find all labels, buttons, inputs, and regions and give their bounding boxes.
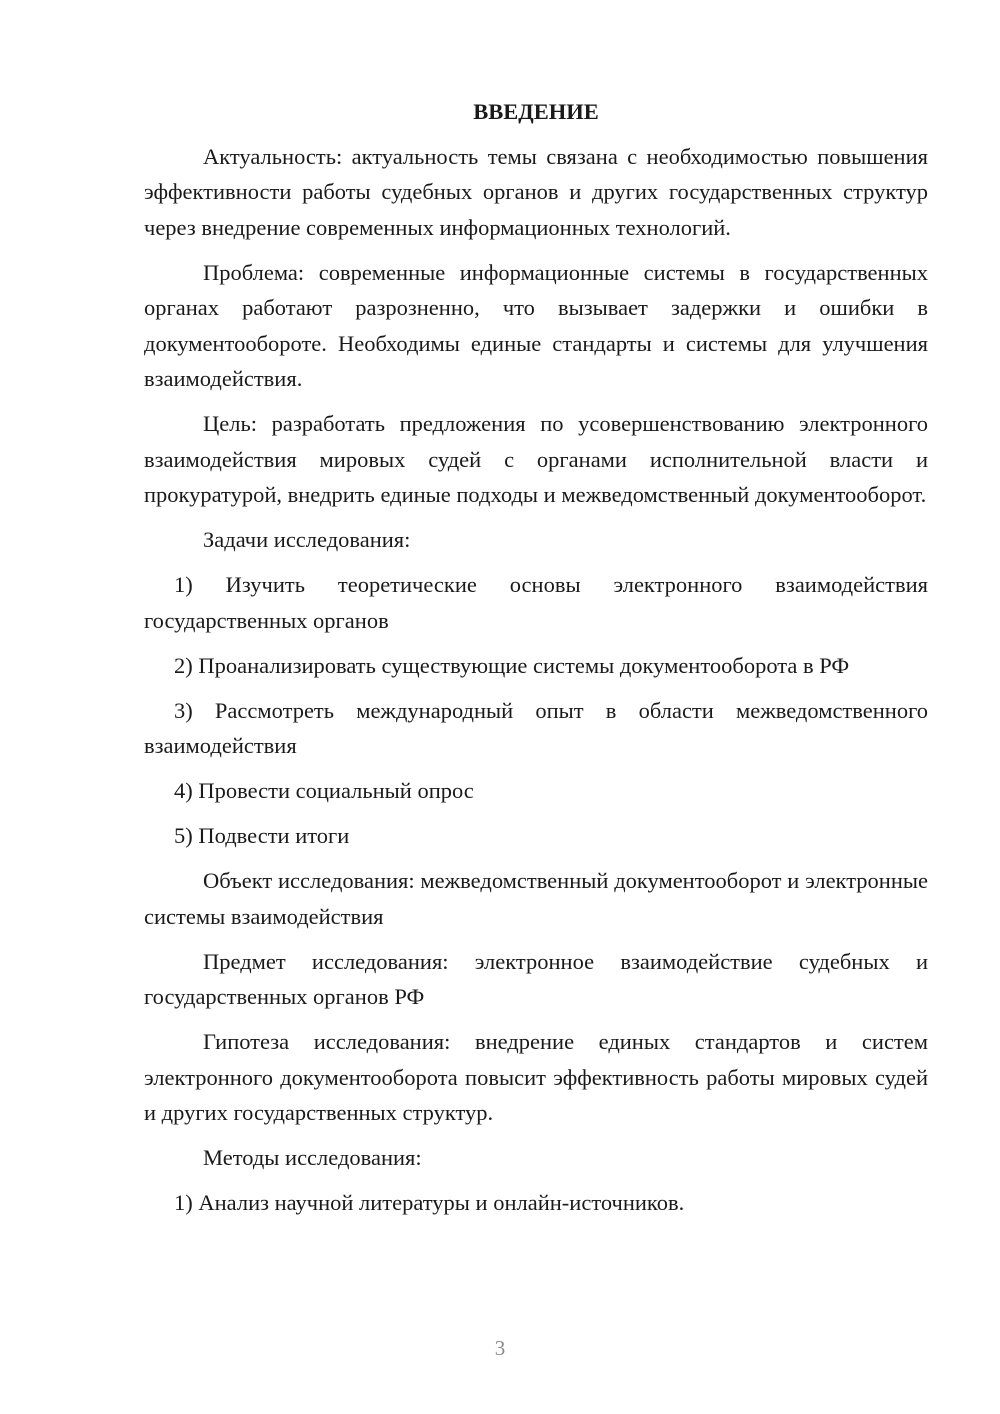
method-item-1: 1) Анализ научной литературы и онлайн-источников. <box>174 1190 685 1215</box>
task-item-5: 5) Подвести итоги <box>174 823 350 848</box>
tasks-title: Задачи исследования: <box>203 527 411 552</box>
page-number: 3 <box>494 1336 506 1360</box>
subject-paragraph: Предмет исследования: электронное взаимодействие судебных и государственных органов РФ <box>144 948 928 1009</box>
problem-paragraph: Проблема: современные информационные системы в государственных органах работают разрозненно, что вызывает задержки и ошибки в документообороте. Необходимы единые стандарты и системы для улучшения взаимодействия. <box>144 259 928 391</box>
task-item-1: 1) Изучить теоретические основы электронного взаимодействия государственных органов <box>144 572 928 633</box>
relevance-paragraph: Актуальность: актуальность темы связана с необходимостью повышения эффективности работы судебных органов и других государственных структур через внедрение современных информационных технологий. <box>144 143 928 240</box>
goal-paragraph: Цель: разработать предложения по усовершенствованию электронного взаимодействия мировых судей с органами исполнительной власти и прокуратурой, внедрить единые подходы и межведомственный документооборот. <box>144 411 928 507</box>
task-item-4: 4) Провести социальный опрос <box>174 778 474 803</box>
task-item-2: 2) Проанализировать существующие системы документооборота в РФ <box>174 652 850 678</box>
task-item-3: 3) Рассмотреть международный опыт в области межведомственного взаимодействия <box>144 697 928 758</box>
section-heading: ВВЕДЕНИЕ <box>473 99 599 124</box>
methods-title: Методы исследования: <box>203 1145 422 1170</box>
hypothesis-paragraph: Гипотеза исследования: внедрение единых стандартов и систем электронного документооборота повысит эффективность работы мировых судей и других государственных структур. <box>144 1029 928 1125</box>
object-paragraph: Объект исследования: межведомственный документооборот и электронные системы взаимодействия <box>144 868 928 929</box>
page-content <box>144 94 928 1230</box>
